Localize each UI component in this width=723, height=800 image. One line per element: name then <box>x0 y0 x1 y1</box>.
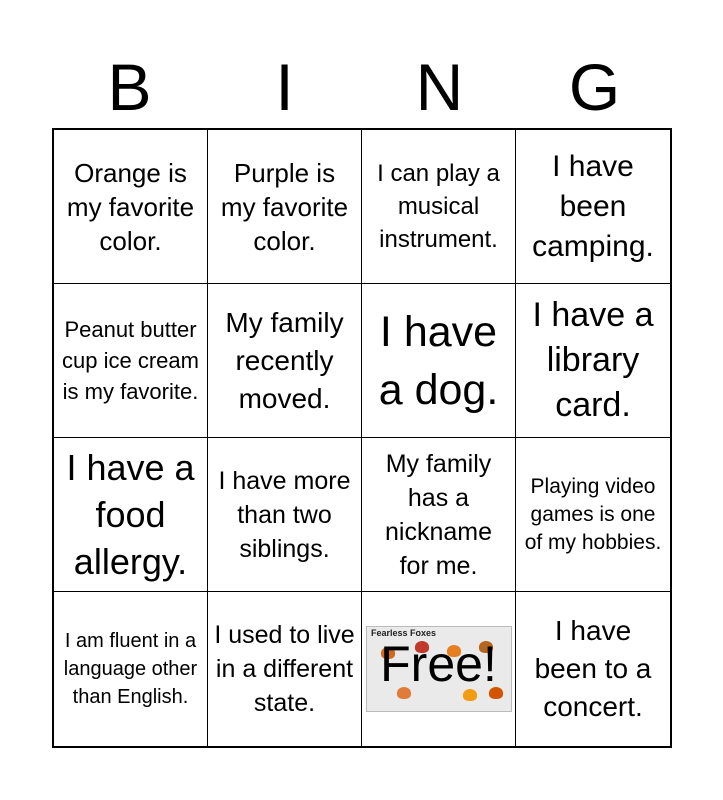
bingo-cell[interactable] <box>516 592 670 746</box>
bingo-cell[interactable] <box>516 130 670 284</box>
cell-text: I have more than two siblings. <box>218 466 351 563</box>
bingo-card-grid <box>52 128 672 748</box>
bingo-cell[interactable] <box>362 130 516 284</box>
cell-text: My family has a nickname for me. <box>385 449 492 580</box>
bingo-cell[interactable] <box>54 438 208 592</box>
cell-text: I have a dog. <box>378 307 499 414</box>
cell-text: I am fluent in a language other than English. <box>63 630 198 708</box>
free-space-cell[interactable] <box>362 592 516 746</box>
header-letter-g: G <box>568 50 621 124</box>
bingo-cell[interactable] <box>362 438 516 592</box>
bingo-cell[interactable] <box>516 438 670 592</box>
free-image-caption: Fearless Foxes <box>371 628 437 638</box>
cell-text: My family recently moved. <box>225 306 344 414</box>
header-letter-b: B <box>107 50 152 124</box>
bingo-cell[interactable] <box>208 130 362 284</box>
cell-text: Peanut butter cup ice cream is my favorite. <box>62 317 199 404</box>
bingo-cell[interactable] <box>208 592 362 746</box>
cell-text: Playing video games is one of my hobbies. <box>524 474 662 554</box>
header-letter-n: N <box>415 50 464 124</box>
bingo-header <box>52 50 672 124</box>
bingo-cell[interactable] <box>54 592 208 746</box>
cell-text: I used to live in a different state. <box>214 621 355 717</box>
bingo-cell[interactable] <box>516 284 670 438</box>
cell-text: Orange is my favorite color. <box>66 157 195 256</box>
bingo-cell[interactable] <box>208 438 362 592</box>
cell-text: I have a library card. <box>532 296 654 424</box>
cell-text: I can play a musical instrument. <box>377 160 500 253</box>
bingo-cell[interactable] <box>54 284 208 438</box>
cell-text: I have been camping. <box>532 149 654 263</box>
cell-text: Purple is my favorite color. <box>220 157 349 256</box>
cell-text: I have been to a concert. <box>534 615 652 722</box>
cell-text: I have a food allergy. <box>66 447 195 582</box>
bingo-cell[interactable] <box>54 130 208 284</box>
header-letter-i: I <box>275 50 294 124</box>
free-space-label: Free! <box>380 636 497 692</box>
bingo-cell[interactable] <box>362 284 516 438</box>
bingo-cell[interactable] <box>208 284 362 438</box>
